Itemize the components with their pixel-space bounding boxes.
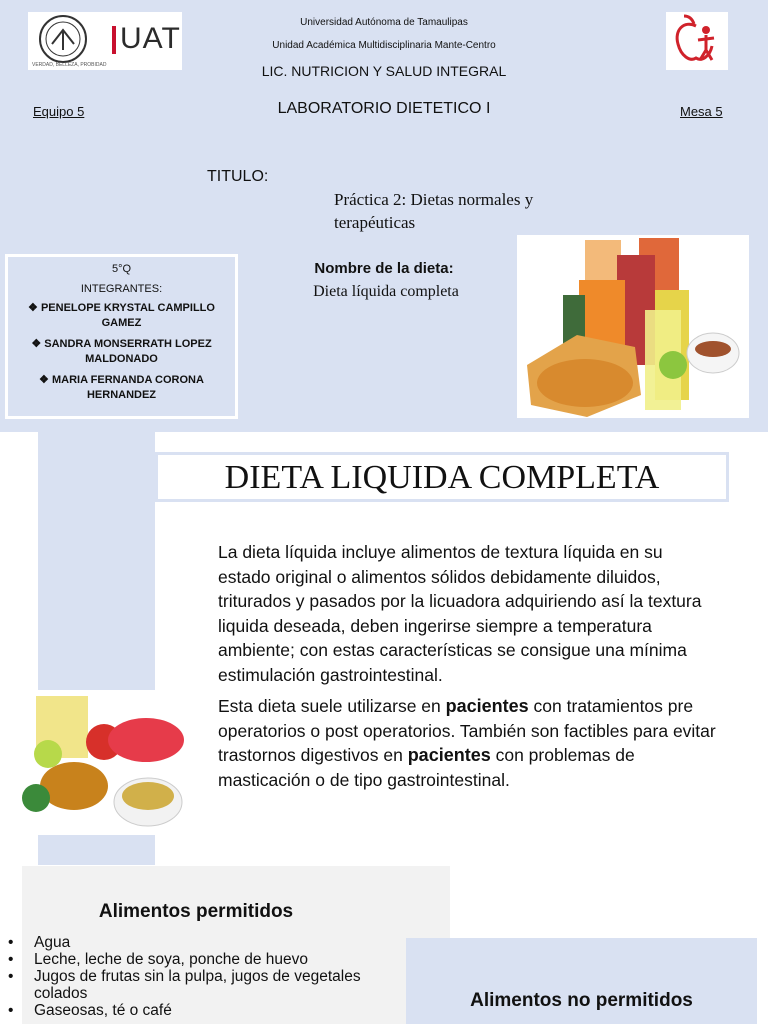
main-title: DIETA LIQUIDA COMPLETA [224, 459, 660, 496]
titulo-label: TITULO: [207, 168, 269, 185]
table-label: Mesa 5 [680, 104, 723, 119]
member-item: ❖ MARIA FERNANDA CORONA HERNANDEZ [39, 374, 204, 401]
list-item: • Agua [4, 934, 404, 951]
diamond-bullet-icon: ❖ [31, 338, 45, 350]
titulo-value: Práctica 2: Dietas normales y terapéuticas [334, 190, 534, 232]
group-grade: 5°Q [111, 263, 132, 275]
diet-name: Dieta líquida completa [313, 283, 459, 300]
uat-wordmark: UAT [120, 22, 181, 55]
team-label: Equipo 5 [33, 104, 85, 119]
allowed-foods-title: Alimentos permitidos [98, 901, 294, 922]
list-item: • Jugos de frutas sin la pulpa, jugos de vegetales colados [4, 968, 404, 1002]
liquid-foods-photo [22, 690, 188, 835]
paragraph-usage: Esta dieta suele utilizarse en pacientes con tratamientos pre operatorios o post operatorios. También son factibles para evitar trastornos digestivos en pacientes con problemas de masticación o de tipo gastrointestinal. [218, 696, 716, 790]
list-item: • Gaseosas, té o café [4, 1002, 404, 1019]
allowed-foods-list [4, 934, 404, 1019]
university-name: Universidad Autónoma de Tamaulipas [300, 17, 468, 28]
diet-name-label: Nombre de la dieta: [314, 260, 454, 277]
list-item: • Leche, leche de soya, ponche de huevo [4, 951, 404, 968]
paragraph-intro: La dieta líquida incluye alimentos de textura líquida en su estado original o alimentos sólidos debidamente diluidos, triturados y pasados por la licuadora adquiriendo así la textura liquida deseada, deben ingerirse siempre a temperatura ambiente; con estas características se consigue una mínima estimulación gastrointestinal. [218, 542, 702, 685]
main-title-box [155, 452, 729, 502]
member-item: ❖ PENELOPE KRYSTAL CAMPILLO GAMEZ [28, 302, 215, 329]
course-name: LABORATORIO DIETETICO I [277, 100, 491, 117]
member-item: ❖ SANDRA MONSERRATH LOPEZ MALDONADO [31, 338, 212, 365]
integrantes-label: INTEGRANTES: [80, 283, 163, 295]
seal-caption: VERDAD, BELLEZA, PROBIDAD [32, 62, 107, 68]
academic-unit: Unidad Académica Multidisciplinaria Mante-Centro [272, 40, 496, 51]
degree-name: LIC. NUTRICION Y SALUD INTEGRAL [261, 63, 507, 79]
not-allowed-foods-title: Alimentos no permitidos [470, 990, 693, 1011]
diamond-bullet-icon: ❖ [28, 302, 41, 314]
juices-photo [517, 235, 749, 418]
team-members-box [5, 254, 238, 419]
diamond-bullet-icon: ❖ [39, 374, 52, 386]
